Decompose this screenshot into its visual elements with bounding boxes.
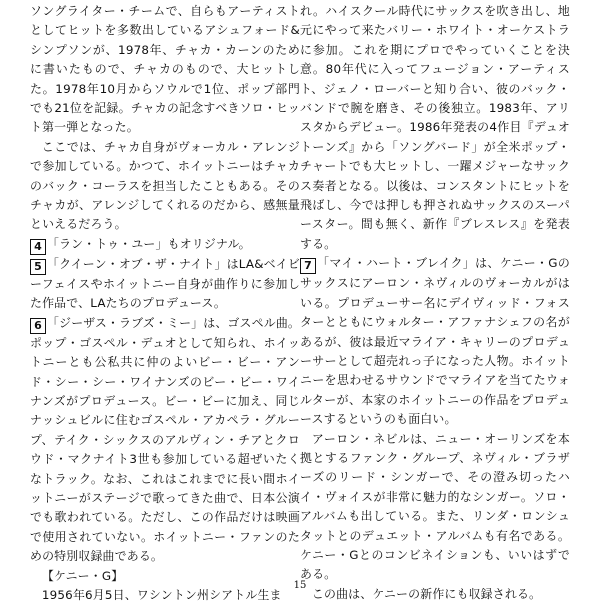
paragraph: ここでは、チャカ自身がヴォーカル・アレンジで参加している。かつて、ホイットニーはチャカのバック・コーラスを担当したこともある。そのチャカが、アレンジしてくれるのだから、感無量といえるだろう。 xyxy=(30,139,300,232)
paragraph: ソングライター・チームで、自らもアーティストとしてヒットを多数出しているアシュフォード&シンプソンが、1978年、チャカ・カーンのために書いたもので、チャカのもので、大ヒットした。1978年10月からソウルで1位、ポップ部門でも21位を記録。チャカの記念すべきソロ・ヒット第一弾となった。 xyxy=(30,4,300,135)
paragraph: れ。ハイスクール時代にサックスを吹き出し、地元にやって来たバリー・ホワイト・オーケストラに参加。これを期にプロでやっていくことを決意。80年代に入ってフュージョン・アーティスト、ジェノ・ローバーと知り合い、彼のバック・バンドで腕を磨き、その後独立。1983年、アリスタからデビュー。1986年発表の4作目『デュオトーンズ』から「ソングバード」が全米ポップ・チャートでも大ヒットし、一躍メジャーなサックス奏者となる。以後は、コンスタントにヒットを飛ばし、今では押しも押されぬサックスのスーパースター。間も無く、新作『ブレスレス』を発表する。 xyxy=(300,4,570,251)
paragraph: アーロン・ネビルは、ニュー・オーリンズを本拠とするファンク・グループ、ネヴィル・ブラザーズのリード・シンガーで、その澄み切ったハイ・ヴォイスが非常に魅力的なシンガー。ソロ・アルバムも出している。また、リンダ・ロンシュタットとのデュエット・アルバムも有名である。ケニー・Gとのコンビネイションも、いいはずである。 xyxy=(300,431,570,582)
track-number-box: 5 xyxy=(30,259,46,275)
track-number-box: 7 xyxy=(300,258,316,274)
track-paragraph xyxy=(30,255,300,314)
track-text: 「ラン・トゥ・ユー」もオリジナル。 xyxy=(47,236,251,251)
track-number-box: 6 xyxy=(30,318,46,334)
track-paragraph xyxy=(30,314,300,567)
left-column xyxy=(30,2,300,605)
paragraph: この曲は、ケニーの新作にも収録される。 xyxy=(311,586,542,601)
track-text: 「クイーン・オブ・ザ・ナイト」はLA&ベイビーフェイスやホイットニー自身が曲作りに参加した作品で、LAたちのプロデュース。 xyxy=(30,256,300,311)
track-text: 「ジーザス・ラブズ・ミー」は、ゴスペル曲。ポップ・ゴスペル・デュオとして知られ、ホイットニーとも公私共に仲のよいビー・ビー・アンド・シー・シー・ワイナンズのビー・ビー・ワイナンズがプロデュース。ビー・ビーに加え、同じナッシュビルに住むゴスペル・アカペラ・グループ、テイク・シックスのアルヴィン・チアとクロウド・マクナイト3世も参加している超ぜいたくなトラック。なお、これはこれまでに長い間ホイットニーがステージで歌ってきた曲で、日本公演でも歌われている。ただし、この作品だけは映画で使用されていない。ホイットニー・ファンのための特別収録曲である。 xyxy=(30,315,300,564)
track-paragraph xyxy=(30,235,300,255)
page-number: 15 xyxy=(293,580,307,591)
track-number-box: 4 xyxy=(30,239,46,255)
paragraph: 1956年6月5日、ワシントン州シアトル生ま xyxy=(41,587,282,602)
right-column xyxy=(300,2,570,604)
section-heading: 【ケニー・G】 xyxy=(41,568,124,583)
track-paragraph xyxy=(300,254,570,429)
track-text: 「マイ・ハート・ブレイク」は、ケニー・Gのサックスにアーロン・ネヴィルのヴォーカルがはいる。プロデューサー名にデイヴィッド・フォスターとともにウォルター・アファナシェフの名があるが、彼は最近マライア・キャリーのプロデューサーとして超売れっ子になった人物。ホイットニーを思わせるサウンドでマライアを当てたウォルターが、本家のホイットニーの作品をプロデュースするというのも面白い。 xyxy=(300,256,570,427)
